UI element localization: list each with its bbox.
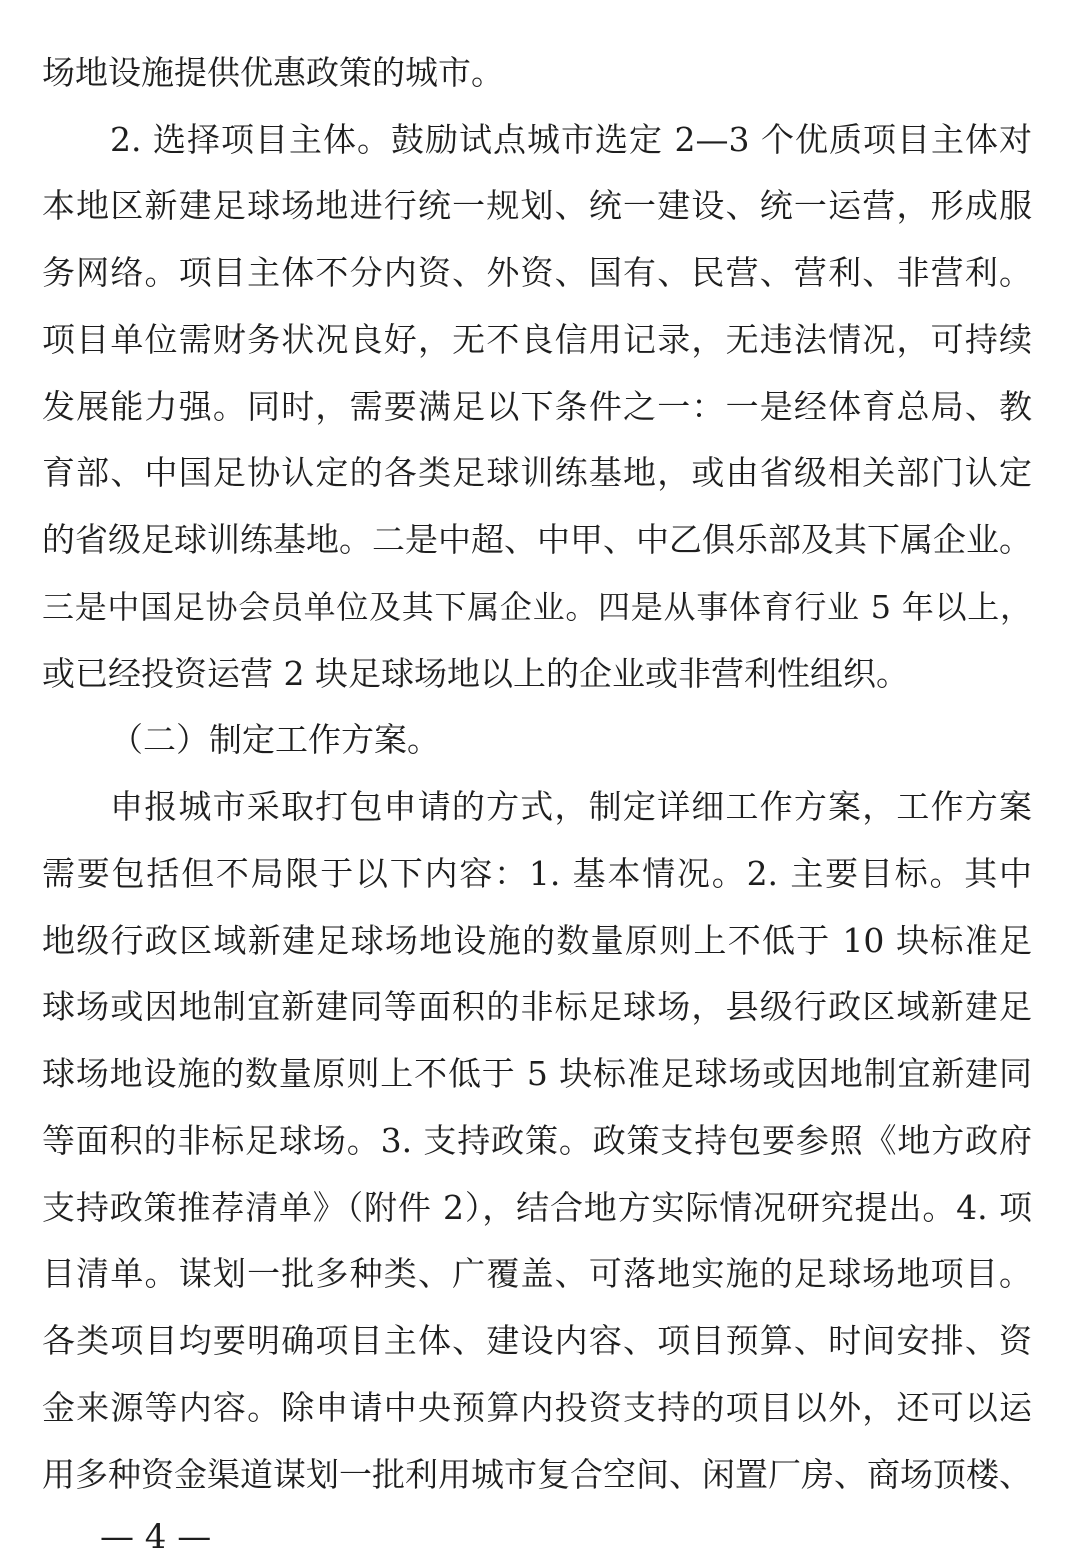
- text-line-10: 或已经投资运营 2 块足球场地以上的企业或非营利性组织。: [42, 654, 909, 693]
- text-line-16: 球场地设施的数量原则上不低于 5 块标准足球场或因地制宜新建同: [42, 1054, 1032, 1093]
- text-line-8: 的省级足球训练基地。二是中超、中甲、中乙俱乐部及其下属企业。: [42, 520, 1032, 559]
- text-line-22: 用多种资金渠道谋划一批利用城市复合空间、闲置厂房、商场顶楼、: [42, 1455, 1032, 1494]
- text-line-12: 申报城市采取打包申请的方式，制定详细工作方案，工作方案: [110, 787, 1032, 826]
- page-number: — 4 —: [100, 1517, 212, 1557]
- text-line-4: 务网络。项目主体不分内资、外资、国有、民营、营利、非营利。: [42, 253, 1032, 292]
- text-line-15: 球场或因地制宜新建同等面积的非标足球场，县级行政区域新建足: [42, 987, 1032, 1026]
- text-line-13: 需要包括但不局限于以下内容：1. 基本情况。2. 主要目标。其中: [42, 854, 1032, 893]
- text-line-20: 各类项目均要明确项目主体、建设内容、项目预算、时间安排、资: [42, 1321, 1032, 1360]
- text-line-14: 地级行政区域新建足球场地设施的数量原则上不低于 10 块标准足: [42, 921, 1032, 960]
- text-line-18: 支持政策推荐清单》（附件 2），结合地方实际情况研究提出。4. 项: [42, 1188, 1032, 1227]
- text-line-3: 本地区新建足球场地进行统一规划、统一建设、统一运营，形成服: [42, 186, 1032, 225]
- text-line-9: 三是中国足协会员单位及其下属企业。四是从事体育行业 5 年以上，: [42, 588, 1032, 626]
- text-line-7: 育部、中国足协认定的各类足球训练基地，或由省级相关部门认定: [42, 453, 1032, 492]
- text-line-6: 发展能力强。同时，需要满足以下条件之一：一是经体育总局、教: [42, 387, 1032, 426]
- text-line-21: 金来源等内容。除申请中央预算内投资支持的项目以外，还可以运: [42, 1388, 1032, 1427]
- section-heading: （二）制定工作方案。: [110, 720, 440, 759]
- text-line-2: 2. 选择项目主体。鼓励试点城市选定 2—3 个优质项目主体对: [110, 120, 1032, 159]
- text-line-1: 场地设施提供优惠政策的城市。: [42, 53, 504, 92]
- text-line-17: 等面积的非标足球场。3. 支持政策。政策支持包要参照《地方政府: [42, 1121, 1032, 1160]
- text-line-5: 项目单位需财务状况良好，无不良信用记录，无违法情况，可持续: [42, 320, 1032, 359]
- text-line-19: 目清单。谋划一批多种类、广覆盖、可落地实施的足球场地项目。: [42, 1254, 1032, 1293]
